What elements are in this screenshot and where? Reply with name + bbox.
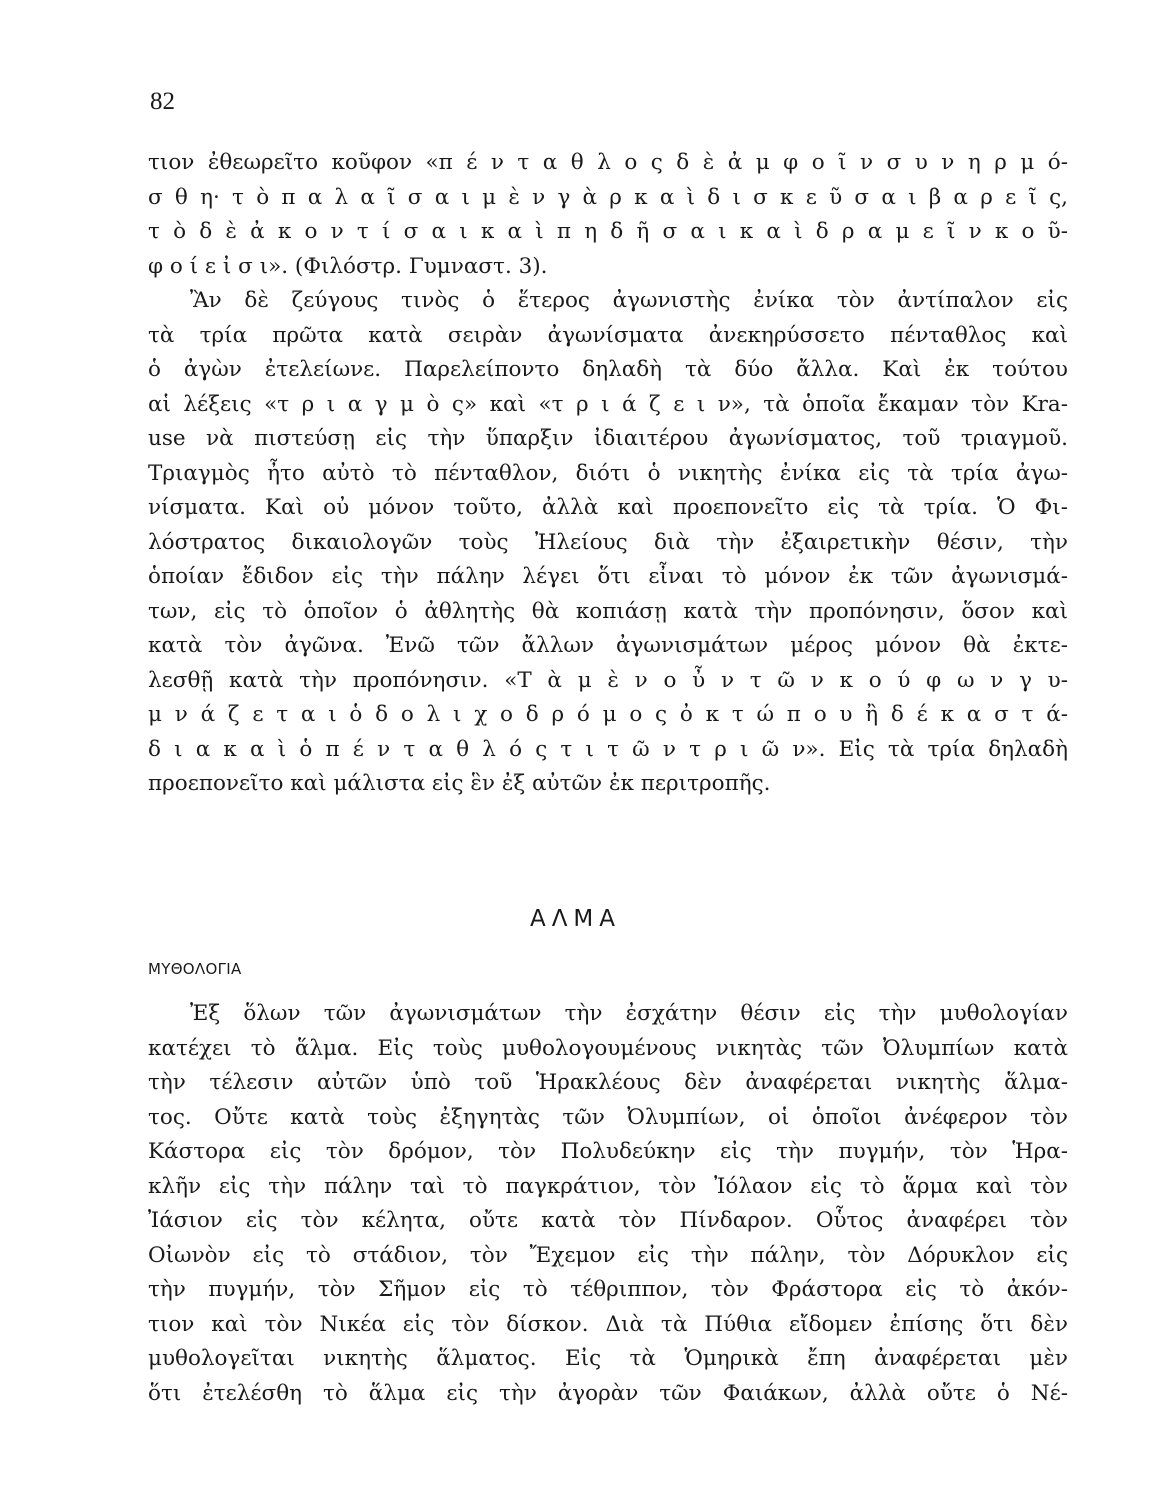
- text-line: use νὰ πιστεύσῃ εἰς τὴν ὕπαρξιν ἰδιαιτέρου ἀγωνίσματος, τοῦ τριαγμοῦ.: [148, 426, 1068, 451]
- text-line: Ἐξ ὅλων τῶν ἀγωνισμάτων τὴν ἐσχάτην θέσιν εἰς τὴν μυθολογίαν: [190, 1001, 1068, 1026]
- section-subtitle: ΜΥΘΟΛΟΓΙΑ: [148, 960, 242, 978]
- text-line: κατέχει τὸ ἅλμα. Εἰς τοὺς μυθολογουμένους νικητὰς τῶν Ὀλυμπίων κατὰ: [148, 1035, 1068, 1061]
- text-line: μυθολογεῖται νικητὴς ἅλματος. Εἰς τὰ Ὁμηρικὰ ἔπη ἀναφέρεται μὲν: [148, 1346, 1068, 1371]
- text-line: Ἂν δὲ ζεύγους τινὸς ὁ ἕτερος ἀγωνιστὴς ἐνίκα τὸν ἀντίπαλον εἰς: [190, 288, 1068, 313]
- text-line: σ θ η· τ ὸ π α λ α ῖ σ α ι μ ὲ ν γ ὰ ρ κ α ὶ δ ι σ κ ε ῦ σ α ι β α ρ ε ῖ ς,: [148, 184, 1068, 210]
- text-line: αἱ λέξεις «τ ρ ι α γ μ ὸ ς» καὶ «τ ρ ι ά ζ ε ι ν», τὰ ὁποῖα ἔκαμαν τὸν Kra-: [148, 391, 1068, 417]
- text-line: ὁποίαν ἔδιδον εἰς τὴν πάλην λέγει ὅτι εἶναι τὸ μόνον ἐκ τῶν ἀγωνισμά-: [148, 564, 1068, 589]
- text-line: τὴν πυγμήν, τὸν Σῆμον εἰς τὸ τέθριππον, τὸν Φράστορα εἰς τὸ ἀκόν-: [148, 1277, 1068, 1302]
- main-text-top: [148, 146, 1068, 802]
- section-title: ΑΛΜΑ: [529, 906, 622, 932]
- main-text-bottom: [148, 997, 1068, 1411]
- text-line: τὴν τέλεσιν αὐτῶν ὑπὸ τοῦ Ἡρακλέους δὲν ἀναφέρεται νικητὴς ἅλμα-: [148, 1070, 1068, 1095]
- text-line: τὰ τρία πρῶτα κατὰ σειρὰν ἀγωνίσματα ἀνεκηρύσσετο πένταθλος καὶ: [148, 322, 1068, 348]
- text-line: τιον καὶ τὸν Νικέα εἰς τὸν δίσκον. Διὰ τὰ Πύθια εἴδομεν ἐπίσης ὅτι δὲν: [148, 1311, 1068, 1337]
- text-line: κλῆν εἰς τὴν πάλην ταὶ τὸ παγκράτιον, τὸν Ἰόλαον εἰς τὸ ἅρμα καὶ τὸν: [148, 1173, 1068, 1199]
- text-line: ὅτι ἐτελέσθη τὸ ἅλμα εἰς τὴν ἀγορὰν τῶν Φαιάκων, ἀλλὰ οὔτε ὁ Νέ-: [148, 1380, 1068, 1406]
- text-line: των, εἰς τὸ ὁποῖον ὁ ἀθλητὴς θὰ κοπιάσῃ κατὰ τὴν προπόνησιν, ὅσον καὶ: [148, 598, 1068, 624]
- text-line: τ ὸ δ ὲ ἀ κ ο ν τ ί σ α ι κ α ὶ π η δ ῆ σ α ι κ α ὶ δ ρ α μ ε ῖ ν κ ο ῦ-: [148, 219, 1068, 244]
- text-line: μ ν ά ζ ε τ α ι ὁ δ ο λ ι χ ο δ ρ ό μ ο ς ὀ κ τ ώ π ο υ ἢ δ έ κ α σ τ ά-: [148, 702, 1068, 727]
- text-line: κατὰ τὸν ἀγῶνα. Ἐνῶ τῶν ἄλλων ἀγωνισμάτων μέρος μόνον θὰ ἐκτε-: [148, 633, 1068, 658]
- text-line: τιον ἐθεωρεῖτο κοῦφον «π έ ν τ α θ λ ο ς δ ὲ ἀ μ φ ο ῖ ν σ υ ν η ρ μ ό-: [148, 150, 1068, 175]
- text-line: λόστρατος δικαιολογῶν τοὺς Ἠλείους διὰ τὴν ἐξαιρετικὴν θέσιν, τὴν: [148, 529, 1068, 555]
- text-line: προεπονεῖτο καὶ μάλιστα εἰς ἓν ἐξ αὐτῶν ἐκ περιτροπῆς.: [148, 771, 771, 796]
- text-line: Ἰάσιον εἰς τὸν κέλητα, οὔτε κατὰ τὸν Πίνδαρον. Οὗτος ἀναφέρει τὸν: [148, 1208, 1068, 1233]
- page-number: 82: [150, 88, 175, 115]
- text-line: Οἰωνὸν εἰς τὸ στάδιον, τὸν Ἔχεμον εἰς τὴν πάλην, τὸν Δόρυκλον εἰς: [148, 1242, 1068, 1268]
- text-line: δ ι α κ α ὶ ὁ π έ ν τ α θ λ ό ς τ ι τ ῶ ν τ ρ ι ῶ ν». Εἰς τὰ τρία δηλαδὴ: [148, 736, 1068, 762]
- text-line: Κάστορα εἰς τὸν δρόμον, τὸν Πολυδεύκην εἰς τὴν πυγμήν, τὸν Ἡρα-: [148, 1139, 1068, 1164]
- text-line: φ ο ί ε ἰ σ ι». (Φιλόστρ. Γυμναστ. 3).: [148, 253, 548, 279]
- text-line: λεσθῇ κατὰ τὴν προπόνησιν. «Τ ὰ μ ὲ ν ο ὖ ν τ ῶ ν κ ο ύ φ ω ν γ υ-: [148, 667, 1068, 693]
- text-line: Τριαγμὸς ἦτο αὐτὸ τὸ πένταθλον, διότι ὁ νικητὴς ἐνίκα εἰς τὰ τρία ἀγω-: [148, 460, 1068, 486]
- text-line: ὁ ἀγὼν ἐτελείωνε. Παρελείποντο δηλαδὴ τὰ δύο ἄλλα. Καὶ ἐκ τούτου: [148, 357, 1068, 382]
- text-line: νίσματα. Καὶ οὐ μόνον τοῦτο, ἀλλὰ καὶ προεπονεῖτο εἰς τὰ τρία. Ὁ Φι-: [148, 495, 1068, 520]
- text-line: τος. Οὔτε κατὰ τοὺς ἐξηγητὰς τῶν Ὀλυμπίων, οἱ ὁποῖοι ἀνέφερον τὸν: [148, 1104, 1068, 1130]
